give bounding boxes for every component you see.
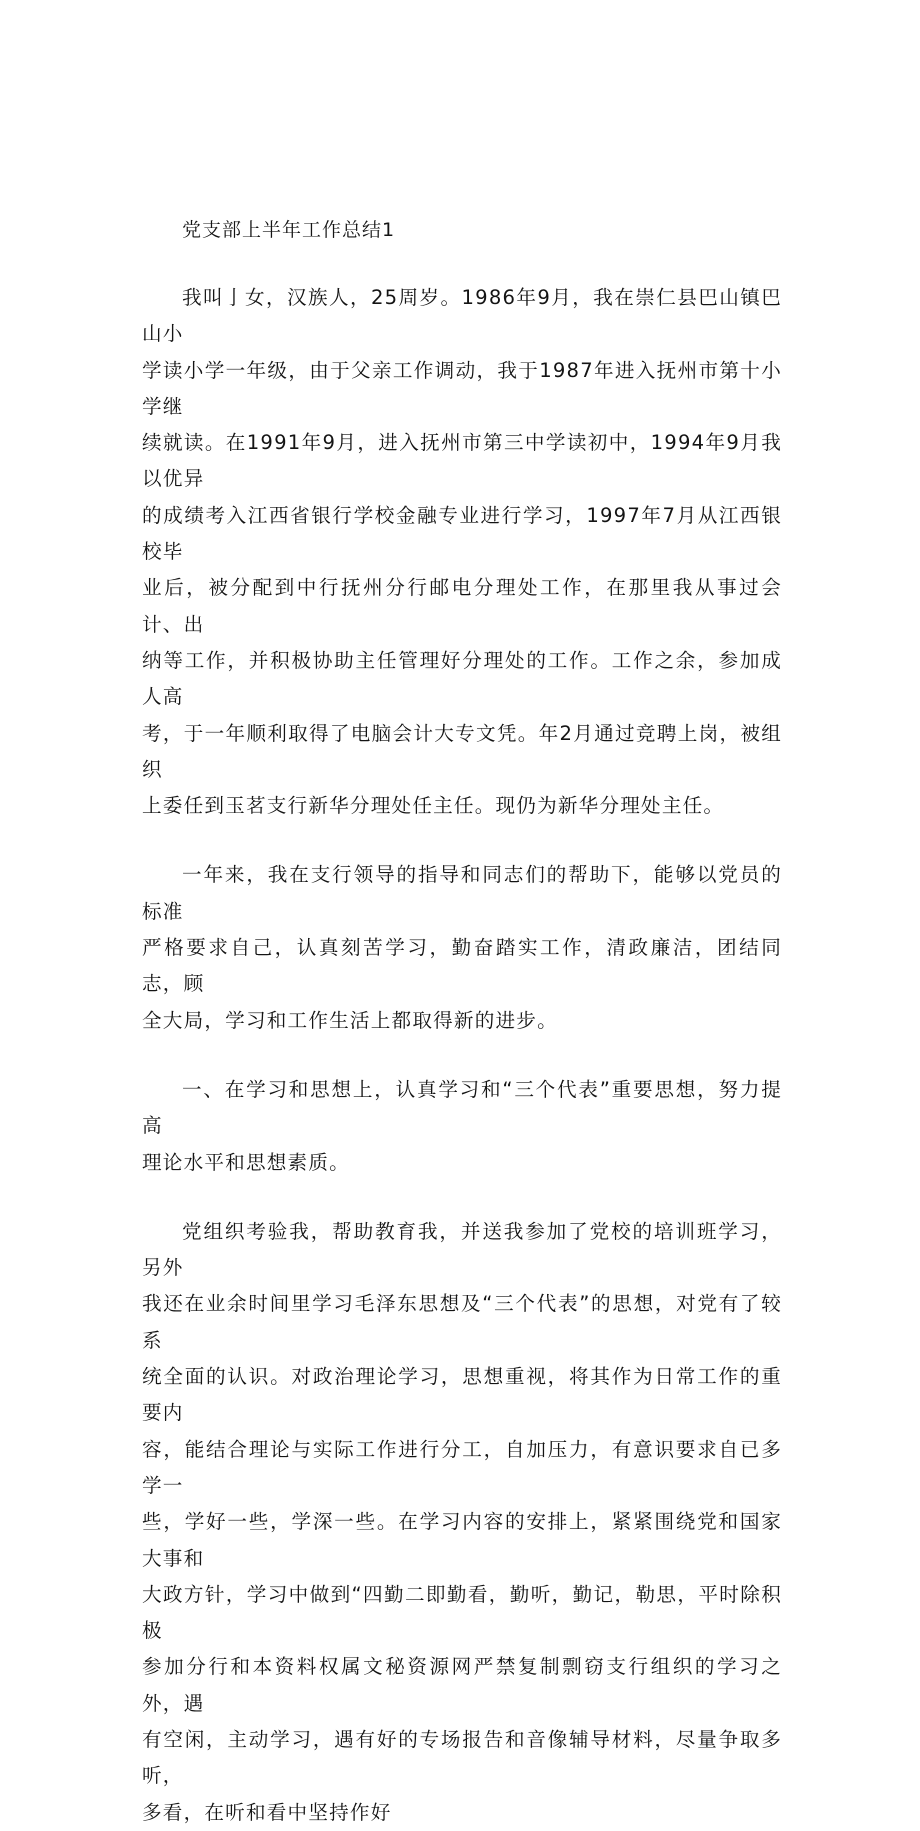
document-page xyxy=(142,216,782,1831)
document-title: 党支部上半年工作总结1 xyxy=(182,219,396,241)
paragraph-study-details: 党组织考验我，帮助教育我，并送我参加了党校的培训班学习，另外 我还在业余时间里学习毛泽东思想及“三个代表”的思想，对党有了较系 统全面的认识。对政治理论学习，思想重视，将其作为日常工作的重要内 容，能结合理论与实际工作进行分工，自加压力，有意识要求自已多学一 些，学好一些，学深一些。在学习内容的安排上，紧紧围绕党和国家大事和 大政方针，学习中做到“四勤二即勤看，勤听，勤记，勒思，平时除积极 参加分行和本资料权属文秘资源网严禁复制剽窃支行组织的学习之外，遇 有空闲，主动学习，遇有好的专场报告和音像辅导材料，尽量争取多听， 多看，在听和看中坚持作好 xyxy=(142,1219,782,1824)
paragraph-personal-background: 我叫亅女，汉族人，25周岁。1986年9月，我在崇仁县巴山镇巴山小 学读小学一年级，由于父亲工作调动，我于1987年进入抚州市第十小学继 续就读。在1991年9月，进入抚州市第三中学读初中，1994年9月我以优异 的成绩考入江西省银行学校金融专业进行学习，1997年7月从江西银校毕 业后，被分配到中行抚州分行邮电分理处工作，在那里我从事过会计、出 纳等工作，并积极协助主任管理好分理处的工作。工作之余，参加成人高 考，于一年顺利取得了电脑会计大专文凭。年2月通过竞聘上岗，被组织 上委任到玉茗支行新华分理处任主任。现仍为新华分理处主任。 xyxy=(142,286,782,818)
paragraph-yearly-summary: 一年来，我在支行领导的指导和同志们的帮助下，能够以党员的标准 严格要求自己，认真刻苦学习，勤奋踏实工作，清政廉洁，团结同志，顾 全大局，学习和工作生活上都取得新的进步。 xyxy=(142,863,782,1032)
paragraph-section-heading-study: 一、在学习和思想上，认真学习和“三个代表”重要思想，努力提高 理论水平和思想素质。 xyxy=(142,1077,782,1174)
